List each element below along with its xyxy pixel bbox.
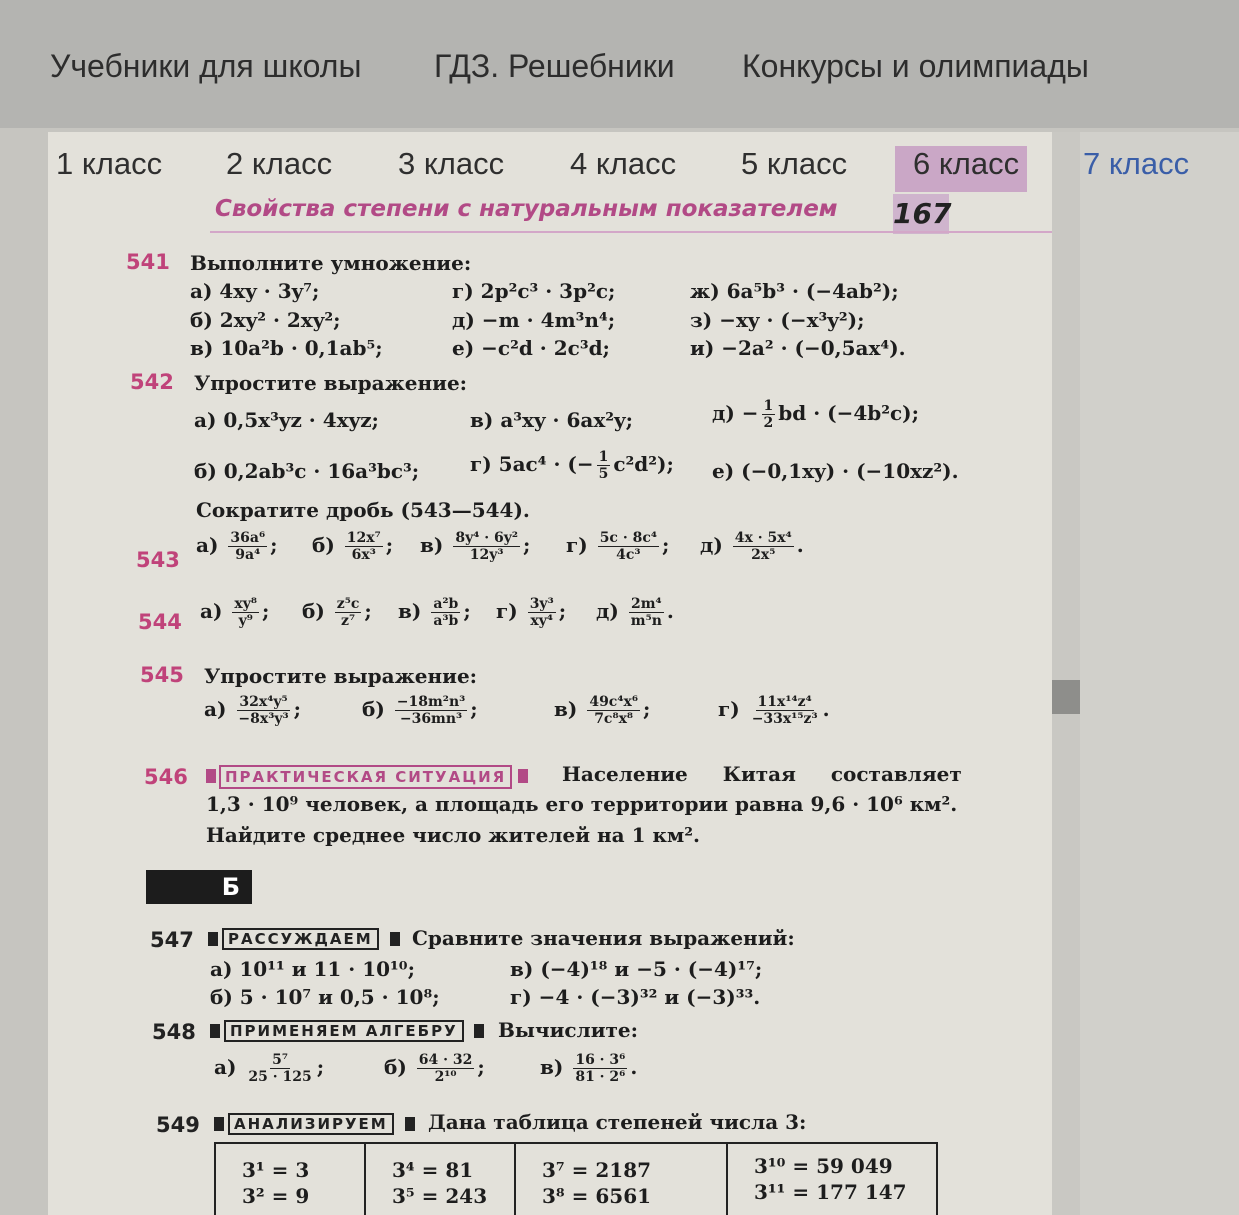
fraction-item: г) $\frac{\text{5c · 8c⁴}}{\text{4c³}}$ ; [566, 530, 670, 564]
tag-marker-icon [210, 1024, 220, 1038]
exercise-item: б) 2xy² · 2xy²; [190, 308, 341, 332]
nav-gdz[interactable]: ГДЗ. Решебники [434, 48, 675, 84]
fraction-item: а) $\frac{\text{5⁷}}{25 \cdot 125}$ ; [214, 1052, 325, 1086]
exercise-title: Дана таблица степеней числа 3: [428, 1110, 807, 1134]
fraction-item: б) $\frac{\text{12x⁷}}{\text{6x³}}$ ; [312, 530, 394, 564]
exercise-title: Упростите выражение: [204, 664, 478, 688]
table-cell: 3⁴ = 81 [392, 1158, 474, 1182]
table-cell: 3¹¹ = 177 147 [754, 1180, 907, 1204]
fraction-item: г) $\frac{\text{11x¹⁴z⁴}}{\text{−33x¹⁵z³}}$ . [718, 694, 830, 728]
exercise-title: Сравните значения выражений: [412, 926, 795, 950]
tag-marker-icon [405, 1117, 415, 1131]
table-cell: 3⁵ = 243 [392, 1184, 488, 1208]
running-title: Свойства степени с натуральным показателем [215, 196, 838, 222]
right-panel [1058, 132, 1239, 1215]
fraction-item: а) $\frac{\text{36a⁶}}{\text{9a⁴}}$ ; [196, 530, 278, 564]
exercise-number: 543 [136, 548, 180, 572]
fraction-item: б) $\frac{\text{−18m²n³}}{\text{−36mn³}}$ ; [362, 694, 478, 728]
table-cell: 3¹⁰ = 59 049 [754, 1154, 893, 1178]
exercise-text: 1,3 · 10⁹ человек, а площадь его территории равна 9,6 · 10⁶ км². [206, 792, 958, 816]
exercise-number: 542 [130, 370, 174, 394]
analyze-tag: АНАЛИЗИРУЕМ [228, 1113, 394, 1135]
nav-contests[interactable]: Конкурсы и олимпиады [742, 48, 1089, 84]
fraction-item: в) $\frac{\text{a²b}}{\text{a³b}}$ ; [398, 596, 471, 630]
tag-marker-icon [518, 769, 528, 783]
tag-marker-icon [208, 932, 218, 946]
tag-marker-icon [390, 932, 400, 946]
fraction-item: б) $\frac{\text{z⁵c}}{\text{z⁷}}$ ; [302, 596, 372, 630]
fraction-item: в) $\frac{\text{8y⁴ · 6y²}}{\text{12y³}}$ ; [420, 530, 531, 564]
tag-marker-icon [474, 1024, 484, 1038]
exercise-number: 546 [144, 765, 188, 789]
table-cell: 3² = 9 [242, 1184, 310, 1208]
fraction-item: в) $\frac{\text{16 · 3⁶}}{\text{81 · 2⁶}}$ . [540, 1052, 638, 1086]
page-number: 167 [893, 194, 949, 234]
exercise-item: а) 4xy · 3y⁷; [190, 279, 320, 303]
exercise-text: Найдите среднее число жителей на 1 км². [206, 823, 701, 847]
tab-grade-4[interactable]: 4 класс [570, 146, 677, 181]
exercise-item: и) −2a² · (−0,5ax⁴). [690, 336, 906, 360]
exercise-text: Население Китая составляет [562, 762, 962, 786]
reasoning-tag: РАССУЖДАЕМ [222, 928, 379, 950]
exercise-title: Вычислите: [498, 1018, 639, 1042]
exercise-item: е) −c²d · 2c³d; [452, 336, 610, 360]
fraction-item: б) $\frac{64 \cdot 32}{\text{2¹⁰}}$ ; [384, 1052, 485, 1086]
exercise-number: 541 [126, 250, 170, 274]
table-divider [514, 1144, 516, 1215]
exercise-item: г) 5ac⁴ · (− $\frac{1}{5}$ c²d²); [470, 449, 674, 483]
tag-marker-icon [214, 1117, 224, 1131]
table-divider [726, 1144, 728, 1215]
tag-marker-icon [206, 769, 216, 783]
table-cell: 3⁸ = 6561 [542, 1184, 652, 1208]
header-rule [210, 231, 1052, 233]
exercise-number: 549 [156, 1113, 200, 1137]
top-navigation [0, 0, 1239, 128]
practical-situation-tag: ПРАКТИЧЕСКАЯ СИТУАЦИЯ [219, 765, 512, 789]
exercise-number: 547 [150, 928, 194, 952]
tab-grade-3[interactable]: 3 класс [398, 146, 505, 181]
exercise-item: а) 0,5x³yz · 4xyz; [194, 408, 379, 432]
tab-grade-6[interactable]: 6 класс [895, 146, 1027, 192]
exercise-item: д) − $\frac{1}{2}$ bd · (−4b²c); [712, 398, 920, 432]
exercise-item: в) 10a²b · 0,1ab⁵; [190, 336, 383, 360]
nav-textbooks[interactable]: Учебники для школы [50, 48, 362, 84]
exercise-item: г) 2p²c³ · 3p²c; [452, 279, 616, 303]
fraction-item: а) $\frac{\text{32x⁴y⁵}}{\text{−8x³y³}}$ ; [204, 694, 301, 728]
exercise-item: е) (−0,1xy) · (−10xz²). [712, 459, 959, 483]
exercise-item: в) (−4)¹⁸ и −5 · (−4)¹⁷; [510, 957, 763, 981]
fraction-item: г) $\frac{\text{3y³}}{\text{xy⁴}}$ ; [496, 596, 567, 630]
table-cell: 3¹ = 3 [242, 1158, 310, 1182]
exercise-item: б) 0,2ab³c · 16a³bc³; [194, 459, 420, 483]
table-divider [364, 1144, 366, 1215]
tab-grade-7[interactable]: 7 класс [1083, 146, 1190, 181]
exercise-item: б) 5 · 10⁷ и 0,5 · 10⁸; [210, 985, 440, 1009]
tab-grade-1[interactable]: 1 класс [56, 146, 163, 181]
fraction-item: в) $\frac{\text{49c⁴x⁶}}{\text{7c⁸x⁸}}$ ; [554, 694, 651, 728]
exercise-number: 545 [140, 663, 184, 687]
exercise-item: ж) 6a⁵b³ · (−4ab²); [690, 279, 899, 303]
powers-table [214, 1142, 938, 1215]
fraction-item: а) $\frac{\text{xy⁸}}{\text{y⁹}}$ ; [200, 596, 270, 630]
fraction-item: д) $\frac{\text{2m⁴}}{\text{m⁵n}}$ . [596, 596, 674, 630]
tab-grade-5[interactable]: 5 класс [741, 146, 848, 181]
exercise-item: з) −xy · (−x³y²); [690, 308, 865, 332]
exercise-number: 544 [138, 610, 182, 634]
section-b-marker: Б [146, 870, 252, 904]
exercise-item: г) −4 · (−3)³² и (−3)³³. [510, 985, 761, 1009]
scrollbar-track[interactable] [1052, 132, 1080, 1215]
table-cell: 3⁷ = 2187 [542, 1158, 652, 1182]
apply-algebra-tag: ПРИМЕНЯЕМ АЛГЕБРУ [224, 1020, 464, 1042]
exercise-title: Выполните умножение: [190, 251, 472, 275]
exercise-title: Упростите выражение: [194, 371, 468, 395]
exercise-number: 548 [152, 1020, 196, 1044]
exercise-item: д) −m · 4m³n⁴; [452, 308, 616, 332]
exercise-item: в) a³xy · 6ax²y; [470, 408, 634, 432]
fraction-item: д) $\frac{\text{4x · 5x⁴}}{\text{2x⁵}}$ . [700, 530, 804, 564]
tab-grade-2[interactable]: 2 класс [226, 146, 333, 181]
scrollbar-thumb[interactable] [1052, 680, 1080, 714]
exercise-item: а) 10¹¹ и 11 · 10¹⁰; [210, 957, 415, 981]
reduce-heading: Сократите дробь (543—544). [196, 498, 530, 522]
